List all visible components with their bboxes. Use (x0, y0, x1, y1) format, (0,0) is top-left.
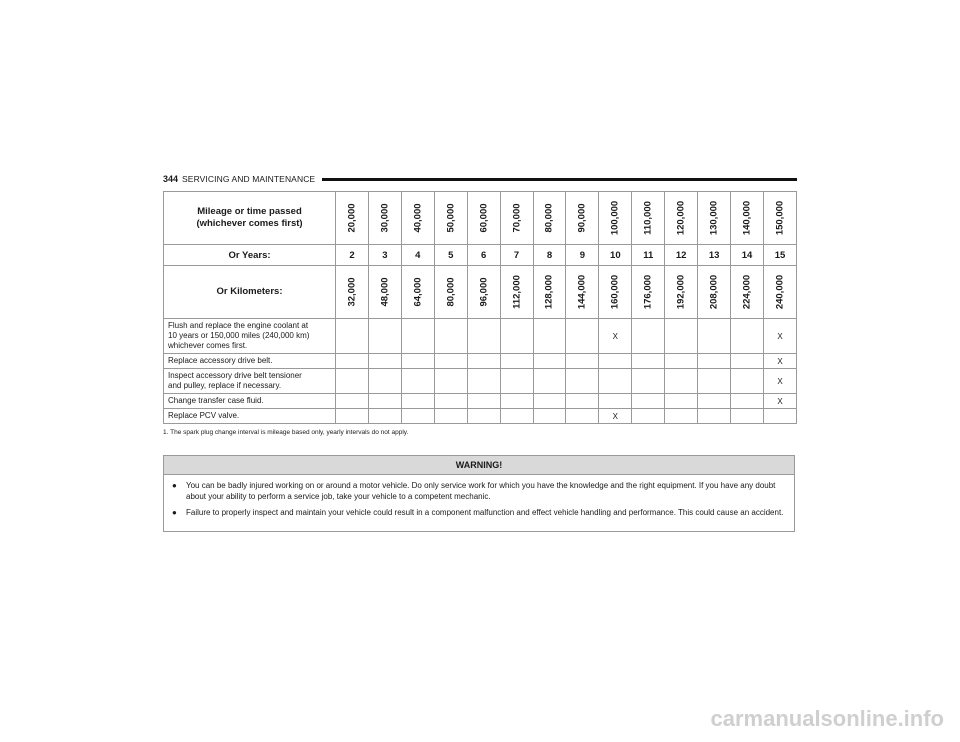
schedule-mark (434, 409, 467, 424)
schedule-mark (336, 319, 369, 354)
service-item-label (164, 369, 336, 394)
schedule-mark (368, 319, 401, 354)
schedule-mark (368, 369, 401, 394)
kilometers-value: 176,000 (642, 274, 654, 310)
schedule-mark (665, 354, 698, 369)
schedule-mark (467, 369, 500, 394)
mileage-header-cell (665, 192, 698, 245)
schedule-mark (467, 319, 500, 354)
schedule-mark (368, 394, 401, 409)
service-item-line: 10 years or 150,000 miles (240,000 km) (168, 331, 310, 340)
footnote: 1. The spark plug change interval is mileage based only, yearly intervals do not apply. (163, 429, 409, 436)
kilometers-label: Or Kilometers: (164, 266, 336, 319)
mileage-header-cell (632, 192, 665, 245)
service-item-line: whichever comes first. (168, 341, 248, 350)
schedule-mark (500, 369, 533, 394)
kilometers-value: 224,000 (741, 274, 753, 310)
years-value: 11 (632, 245, 665, 266)
service-item-label (164, 394, 336, 409)
mileage-label: Mileage or time passed (whichever comes first) (164, 192, 336, 245)
schedule-mark (731, 319, 764, 354)
warning-text: You can be badly injured working on or around a motor vehicle. Do only service work for which you have the knowledge and the right equipment. If you have any doubt about your ability to perform a service job, take your vehicle to a competent mechanic. (186, 481, 776, 501)
kilometers-value: 80,000 (445, 277, 457, 307)
service-item-line: Replace accessory drive belt. (168, 356, 273, 365)
schedule-mark: X (763, 319, 796, 354)
mileage-row (164, 192, 797, 245)
years-row (164, 245, 797, 266)
table-row (164, 354, 797, 369)
kilometers-header-cell (698, 266, 731, 319)
mileage-header-cell (336, 192, 369, 245)
schedule-mark (698, 319, 731, 354)
kilometers-value: 48,000 (379, 277, 391, 307)
schedule-mark (401, 394, 434, 409)
schedule-mark (533, 394, 566, 409)
mileage-value: 40,000 (412, 203, 424, 233)
mileage-header-cell (763, 192, 796, 245)
mileage-header-cell (500, 192, 533, 245)
schedule-mark (632, 394, 665, 409)
kilometers-value: 128,000 (543, 274, 555, 310)
kilometers-value: 32,000 (346, 277, 358, 307)
years-value: 13 (698, 245, 731, 266)
service-item-line: Inspect accessory drive belt tensioner (168, 371, 302, 380)
schedule-mark (566, 319, 599, 354)
schedule-mark (665, 394, 698, 409)
kilometers-header-cell (533, 266, 566, 319)
schedule-mark (434, 319, 467, 354)
service-item-label (164, 319, 336, 354)
mileage-value: 90,000 (576, 203, 588, 233)
bullet-icon: ● (172, 481, 177, 490)
schedule-mark (336, 409, 369, 424)
schedule-mark (665, 319, 698, 354)
schedule-mark (500, 409, 533, 424)
schedule-mark (467, 354, 500, 369)
kilometers-header-cell (763, 266, 796, 319)
schedule-mark (731, 369, 764, 394)
schedule-mark: X (599, 319, 632, 354)
schedule-mark (731, 394, 764, 409)
years-label: Or Years: (164, 245, 336, 266)
years-value: 8 (533, 245, 566, 266)
kilometers-value: 192,000 (675, 274, 687, 310)
years-value: 7 (500, 245, 533, 266)
schedule-mark (731, 354, 764, 369)
service-item-line: Replace PCV valve. (168, 411, 240, 420)
schedule-mark (698, 354, 731, 369)
schedule-mark (698, 409, 731, 424)
years-value: 12 (665, 245, 698, 266)
schedule-mark (533, 369, 566, 394)
schedule-mark (665, 369, 698, 394)
schedule-mark (336, 354, 369, 369)
page-number: 344 (163, 174, 179, 184)
schedule-mark (599, 394, 632, 409)
mileage-header-cell (434, 192, 467, 245)
schedule-mark (698, 394, 731, 409)
warning-title: WARNING! (164, 456, 794, 475)
mileage-header-cell (368, 192, 401, 245)
schedule-mark: X (599, 409, 632, 424)
kilometers-header-cell (401, 266, 434, 319)
years-value: 15 (763, 245, 796, 266)
years-value: 5 (434, 245, 467, 266)
kilometers-header-cell (566, 266, 599, 319)
warning-box (163, 455, 795, 532)
mileage-header-cell (599, 192, 632, 245)
schedule-mark: X (763, 354, 796, 369)
mileage-value: 50,000 (445, 203, 457, 233)
warning-item (172, 480, 786, 502)
table-row (164, 369, 797, 394)
schedule-mark (632, 354, 665, 369)
kilometers-header-cell (336, 266, 369, 319)
schedule-mark (566, 409, 599, 424)
years-value: 2 (336, 245, 369, 266)
kilometers-header-cell (500, 266, 533, 319)
years-value: 10 (599, 245, 632, 266)
schedule-mark (434, 354, 467, 369)
mileage-value: 80,000 (543, 203, 555, 233)
section-title: SERVICING AND MAINTENANCE (182, 174, 316, 184)
kilometers-value: 144,000 (576, 274, 588, 310)
schedule-mark (467, 409, 500, 424)
schedule-mark (401, 369, 434, 394)
watermark: carmanualsonline.info (710, 706, 944, 731)
schedule-mark (401, 354, 434, 369)
maintenance-schedule-table (163, 191, 797, 424)
kilometers-header-cell (368, 266, 401, 319)
mileage-value: 130,000 (708, 200, 720, 236)
mileage-header-cell (731, 192, 764, 245)
schedule-mark (533, 319, 566, 354)
years-value: 9 (566, 245, 599, 266)
schedule-mark (368, 354, 401, 369)
warning-text: Failure to properly inspect and maintain your vehicle could result in a component malfunction and effect vehicle handling and performance. This could cause an accident. (186, 508, 784, 517)
schedule-mark (500, 354, 533, 369)
mileage-value: 150,000 (774, 200, 786, 236)
table-row (164, 409, 797, 424)
kilometers-header-cell (731, 266, 764, 319)
schedule-mark (632, 369, 665, 394)
service-item-line: and pulley, replace if necessary. (168, 381, 282, 390)
mileage-header-cell (467, 192, 500, 245)
years-value: 6 (467, 245, 500, 266)
page-header (163, 172, 797, 186)
schedule-mark (500, 394, 533, 409)
schedule-mark (632, 409, 665, 424)
schedule-mark (599, 369, 632, 394)
kilometers-header-cell (632, 266, 665, 319)
schedule-mark (599, 354, 632, 369)
kilometers-value: 240,000 (774, 274, 786, 310)
mileage-header-cell (566, 192, 599, 245)
kilometers-value: 96,000 (478, 277, 490, 307)
mileage-value: 30,000 (379, 203, 391, 233)
kilometers-value: 112,000 (511, 275, 523, 309)
schedule-mark (336, 394, 369, 409)
schedule-mark (698, 369, 731, 394)
mileage-value: 70,000 (511, 203, 523, 233)
mileage-value: 120,000 (675, 200, 687, 236)
table-row (164, 394, 797, 409)
schedule-mark (401, 409, 434, 424)
mileage-value: 60,000 (478, 203, 490, 233)
kilometers-header-cell (599, 266, 632, 319)
schedule-mark (533, 354, 566, 369)
warning-item (172, 507, 786, 518)
mileage-value: 100,000 (609, 200, 621, 236)
kilometers-value: 208,000 (708, 274, 720, 310)
schedule-mark (533, 409, 566, 424)
schedule-mark (566, 394, 599, 409)
kilometers-header-cell (467, 266, 500, 319)
service-item-line: Change transfer case fluid. (168, 396, 264, 405)
bullet-icon: ● (172, 508, 177, 517)
service-item-label (164, 409, 336, 424)
years-value: 14 (731, 245, 764, 266)
schedule-mark (434, 369, 467, 394)
table-row (164, 319, 797, 354)
mileage-header-cell (401, 192, 434, 245)
schedule-mark (632, 319, 665, 354)
schedule-mark (665, 409, 698, 424)
years-value: 3 (368, 245, 401, 266)
kilometers-header-cell (665, 266, 698, 319)
schedule-mark (763, 409, 796, 424)
schedule-mark (566, 354, 599, 369)
mileage-header-cell (533, 192, 566, 245)
mileage-value: 20,000 (346, 203, 358, 233)
kilometers-row (164, 266, 797, 319)
kilometers-value: 160,000 (609, 274, 621, 310)
schedule-mark: X (763, 369, 796, 394)
schedule-mark (401, 319, 434, 354)
schedule-mark (566, 369, 599, 394)
schedule-mark (467, 394, 500, 409)
schedule-mark (434, 394, 467, 409)
schedule-mark (731, 409, 764, 424)
schedule-mark (368, 409, 401, 424)
mileage-value: 110,000 (642, 201, 654, 235)
warning-list (164, 475, 794, 518)
kilometers-header-cell (434, 266, 467, 319)
schedule-mark: X (763, 394, 796, 409)
service-item-line: Flush and replace the engine coolant at (168, 321, 309, 330)
service-item-label (164, 354, 336, 369)
years-value: 4 (401, 245, 434, 266)
mileage-header-cell (698, 192, 731, 245)
schedule-mark (336, 369, 369, 394)
header-rule (322, 178, 797, 181)
mileage-value: 140,000 (741, 200, 753, 236)
kilometers-value: 64,000 (412, 277, 424, 307)
schedule-mark (500, 319, 533, 354)
